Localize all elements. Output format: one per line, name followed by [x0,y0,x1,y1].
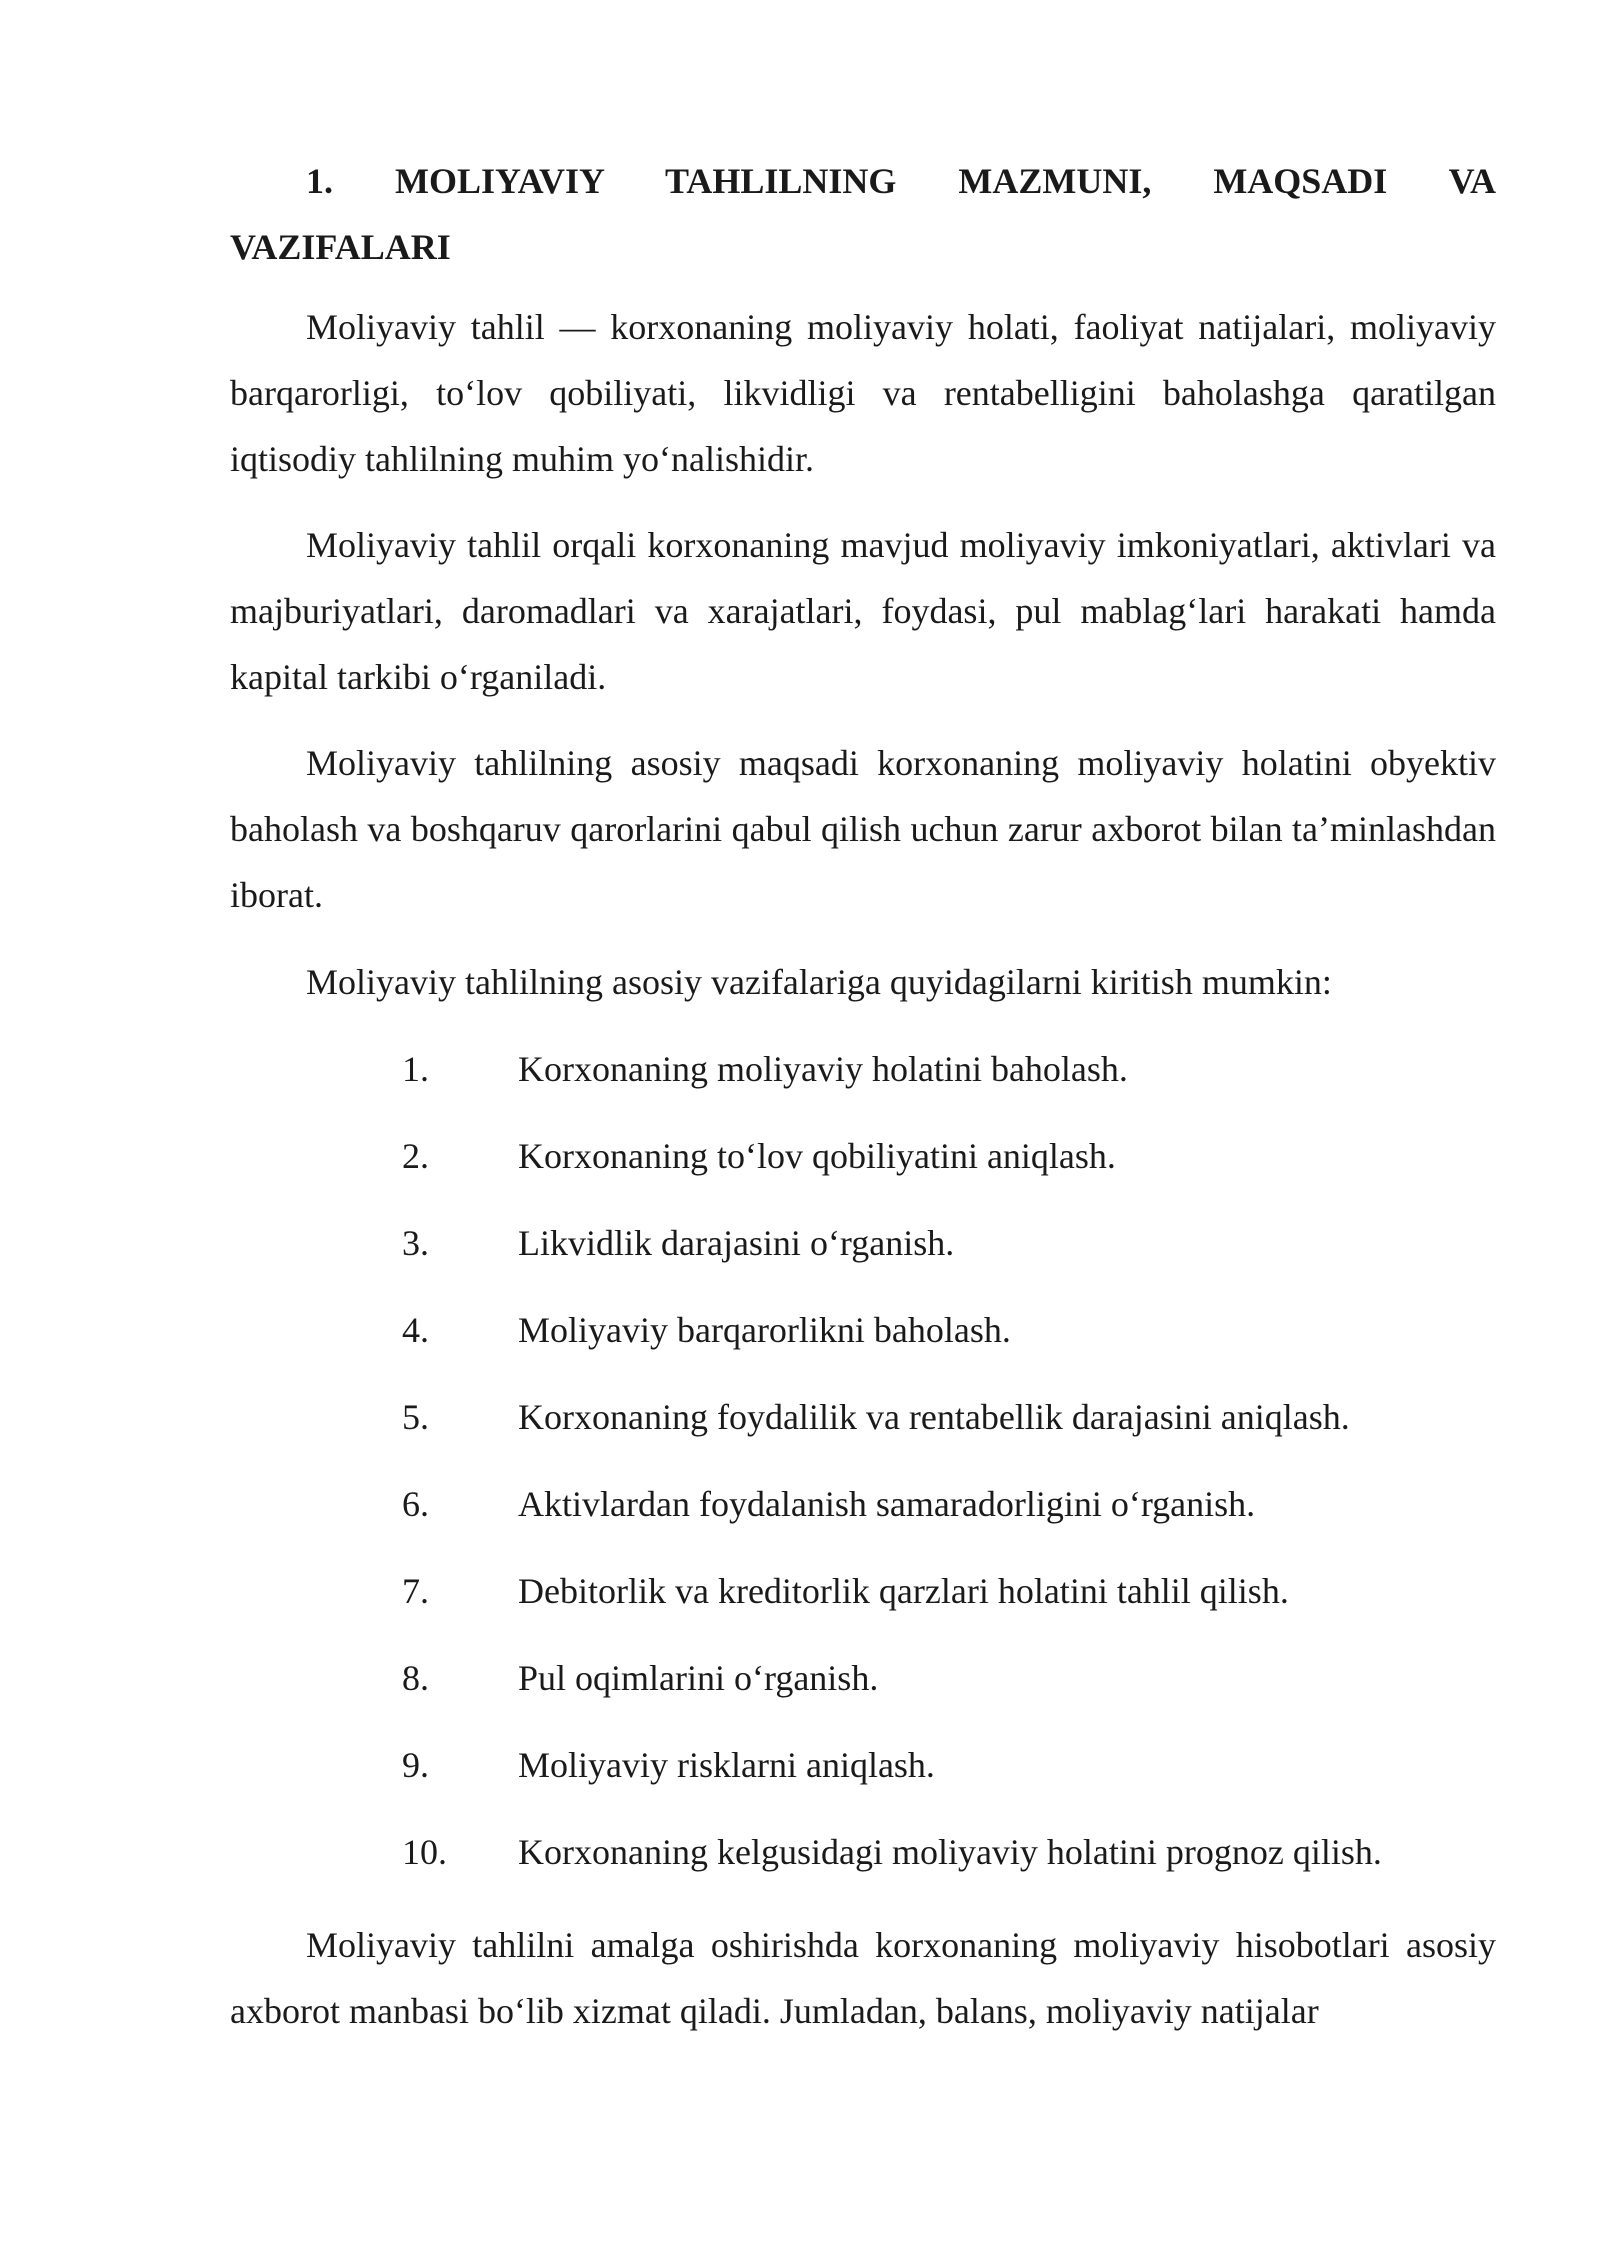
list-item-text: Debitorlik va kreditorlik qarzlari holatini tahlil qilish. [518,1571,1289,1611]
list-item [0,1645,1600,1732]
list-item [0,1819,1600,1906]
list-item [0,1732,1600,1819]
list-item [0,1384,1600,1471]
tasks-list [0,1036,1600,1906]
list-item-number: 2. [402,1136,429,1176]
paragraph-tasks-intro: Moliyaviy tahlilning asosiy vazifalariga quyidagilarni kiritish mumkin: [306,962,1332,1002]
list-item [0,1123,1600,1210]
section-heading-line-1: 1. MOLIYAVIY TAHLILNING MAZMUNI, MAQSADI VA [306,161,1496,201]
list-item-number: 5. [402,1397,429,1437]
list-item-text: Korxonaning foydalilik va rentabellik darajasini aniqlash. [518,1397,1350,1437]
list-item-text: Moliyaviy risklarni aniqlash. [518,1745,935,1785]
paragraph-goal: Moliyaviy tahlilning asosiy maqsadi korxonaning moliyaviy holatini obyektiv baholash va boshqaruv qarorlarini qabul qilish uchun zarur axborot bilan ta’minlashdan iborat. [230,743,1496,915]
list-item [0,1036,1600,1123]
list-item-text: Korxonaning moliyaviy holatini baholash. [518,1049,1128,1089]
list-item-number: 4. [402,1310,429,1350]
list-item-number: 9. [402,1745,429,1785]
list-item-number: 1. [402,1049,429,1089]
list-item-text: Korxonaning to‘lov qobiliyatini aniqlash. [518,1136,1116,1176]
list-item [0,1558,1600,1645]
list-item [0,1297,1600,1384]
section-heading [230,148,1496,280]
paragraph-scope: Moliyaviy tahlil orqali korxonaning mavjud moliyaviy imkoniyatlari, aktivlari va majburiyatlari, daromadlari va xarajatlari, foydasi, pul mablag‘lari harakati hamda kapital tarkibi o‘rganiladi. [230,525,1496,697]
list-item-text: Moliyaviy barqarorlikni baholash. [518,1310,1011,1350]
paragraph-definition: Moliyaviy tahlil — korxonaning moliyaviy holati, faoliyat natijalari, moliyaviy barqarorligi, to‘lov qobiliyati, likvidligi va rentabelligini baholashga qaratilgan iqtisodiy tahlilning muhim yo‘nalishidir. [230,307,1496,479]
list-item-number: 7. [402,1571,429,1611]
list-item-text: Korxonaning kelgusidagi moliyaviy holatini prognoz qilish. [518,1832,1382,1872]
paragraph-sources: Moliyaviy tahlilni amalga oshirishda korxonaning moliyaviy hisobotlari asosiy axborot manbasi bo‘lib xizmat qiladi. Jumladan, balans, moliyaviy natijalar [230,1925,1496,2031]
list-item-number: 8. [402,1658,429,1698]
list-item-number: 3. [402,1223,429,1263]
list-item [0,1471,1600,1558]
list-item [0,1210,1600,1297]
list-item-text: Aktivlardan foydalanish samaradorligini o‘rganish. [518,1484,1256,1524]
list-item-text: Likvidlik darajasini o‘rganish. [518,1223,955,1263]
list-item-text: Pul oqimlarini o‘rganish. [518,1658,879,1698]
list-item-number: 10. [402,1832,447,1872]
list-item-number: 6. [402,1484,429,1524]
section-heading-line-2: VAZIFALARI [230,227,451,267]
